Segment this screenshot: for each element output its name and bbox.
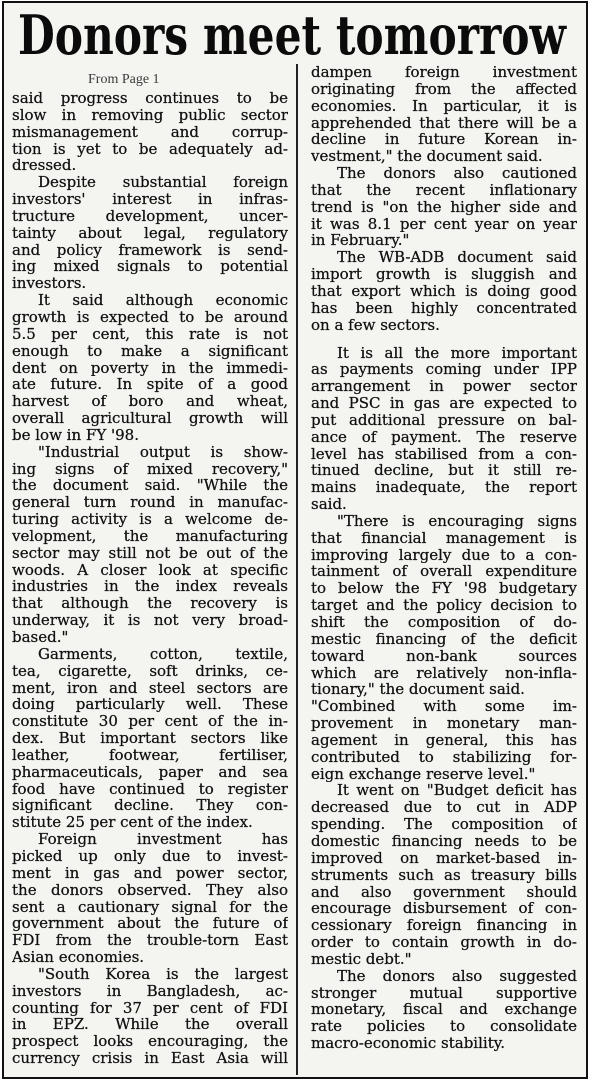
text-line xyxy=(311,867,577,884)
text-line-content: that export which is doing good xyxy=(311,282,577,300)
text-line-content: food have continued to register xyxy=(12,780,288,798)
text-line xyxy=(12,595,288,612)
article-paragraph xyxy=(12,90,288,174)
text-line-content: woods. A closer look at specific xyxy=(12,561,288,579)
text-line xyxy=(311,850,577,867)
text-line xyxy=(311,361,577,378)
text-line-content: ate future. In spite of a good xyxy=(12,376,288,394)
text-line-content: which are relatively non-infla- xyxy=(311,664,577,682)
text-line-content: arrangement in power sector xyxy=(311,378,577,396)
text-line xyxy=(12,882,288,899)
text-line-content: investors. xyxy=(12,275,87,293)
text-line-content: turing activity is a welcome de- xyxy=(12,511,288,528)
text-line xyxy=(12,157,288,174)
text-line xyxy=(311,266,577,283)
article-paragraph xyxy=(12,646,288,831)
text-line xyxy=(311,513,577,530)
text-line-content: prospect looks encouraging, the xyxy=(12,1033,288,1051)
text-line-content: that the recent inflationary xyxy=(311,181,577,199)
article-paragraph xyxy=(311,513,577,698)
text-line-content: dressed. xyxy=(12,157,77,175)
text-line-content: that financial management is xyxy=(311,529,577,547)
text-line-content: underway, it is not very broad- xyxy=(12,612,288,629)
text-line-content: pharmaceuticals, paper and sea xyxy=(12,763,288,781)
text-line xyxy=(12,831,288,848)
text-line xyxy=(311,64,577,81)
text-line xyxy=(311,165,577,182)
text-line-content: 5.5 per cent, this rate is not xyxy=(12,325,288,343)
text-line-content: The WB-ADB document said xyxy=(337,249,577,267)
text-line xyxy=(311,115,577,132)
text-line-content: tinued decline, but it still re- xyxy=(311,462,577,480)
text-line-content: harvest of boro and wheat, xyxy=(12,393,288,411)
text-line-content: in February." xyxy=(311,232,410,250)
text-line-content: struments such as treasury bills xyxy=(311,866,577,884)
text-line xyxy=(311,580,577,597)
text-line-content: economies. In particular, it is xyxy=(311,97,577,115)
text-line-content: ing signs of mixed recovery," xyxy=(12,460,288,478)
text-line xyxy=(311,317,577,334)
text-line-content: improved on market-based in- xyxy=(311,849,577,867)
text-line xyxy=(311,1035,577,1052)
text-line-content: Foreign investment has xyxy=(38,831,288,848)
left-column xyxy=(12,69,288,1067)
text-line xyxy=(12,562,288,579)
text-line xyxy=(311,81,577,98)
text-line-content: agement in general, this has xyxy=(311,731,577,749)
newspaper-clipping xyxy=(2,1,588,1079)
text-line-content: shift the composition of do- xyxy=(311,614,577,631)
text-line xyxy=(12,545,288,562)
headline-text: Donors meet tomorrow xyxy=(18,6,566,64)
jump-line: From Page 1 xyxy=(88,72,160,87)
text-line xyxy=(12,865,288,882)
text-line xyxy=(12,494,288,511)
text-line-content: to below the FY '98 budgetary xyxy=(311,580,577,598)
text-line xyxy=(12,427,288,444)
text-line xyxy=(12,174,288,191)
text-line-content: counting for 37 per cent of FDI xyxy=(12,999,288,1017)
text-line xyxy=(311,951,577,968)
text-line-content: picked up only due to invest- xyxy=(12,847,288,865)
text-line xyxy=(311,732,577,749)
text-line xyxy=(12,797,288,814)
text-line-content: general turn round in manufac- xyxy=(12,494,288,512)
text-line-content: industries in the index reveals xyxy=(12,578,288,596)
article-paragraph xyxy=(12,966,288,1067)
text-line xyxy=(311,98,577,115)
text-line xyxy=(311,715,577,732)
text-line-content: stitute 25 per cent of the index. xyxy=(12,814,253,832)
text-line xyxy=(12,932,288,949)
text-line xyxy=(12,629,288,646)
text-line-content: put additional pressure on bal- xyxy=(311,411,577,429)
text-line xyxy=(311,283,577,300)
text-line xyxy=(311,249,577,266)
text-line-content: macro-economic stability. xyxy=(311,1035,505,1052)
text-line xyxy=(311,462,577,479)
text-line-content: be low in FY '98. xyxy=(12,426,139,444)
text-line-content: The donors also suggested xyxy=(337,967,577,985)
text-line xyxy=(311,216,577,233)
text-line-content: the donors observed. They also xyxy=(12,881,288,899)
text-line-content: sector may still not be out of the xyxy=(12,544,288,562)
text-line xyxy=(12,477,288,494)
text-line-content: target and the policy decision to xyxy=(311,597,577,614)
text-line-content: ment in gas and power sector, xyxy=(12,864,288,882)
text-line-content: slow in removing public sector xyxy=(12,106,288,124)
text-line xyxy=(12,275,288,292)
text-line-content: and also government should xyxy=(311,883,577,901)
text-line xyxy=(311,182,577,199)
article-paragraph xyxy=(311,249,577,333)
text-line xyxy=(12,730,288,747)
text-line xyxy=(311,782,577,799)
text-line xyxy=(12,292,288,309)
text-line xyxy=(12,1016,288,1033)
text-line-content: and PSC in gas are expected to xyxy=(311,395,577,412)
text-line-content: monetary, fiscal and exchange xyxy=(311,1001,577,1019)
article-paragraph xyxy=(12,831,288,966)
article-paragraph xyxy=(12,174,288,292)
text-line-content: growth is expected to be around xyxy=(12,308,288,326)
text-line xyxy=(311,345,577,362)
text-line-content: provement in monetary man- xyxy=(311,715,577,732)
text-line xyxy=(311,766,577,783)
text-line xyxy=(12,326,288,343)
text-line-content: ing mixed signals to potential xyxy=(12,258,288,276)
text-line xyxy=(311,395,577,412)
text-line-content: that although the recovery is xyxy=(12,595,288,613)
headline xyxy=(18,6,570,64)
text-line xyxy=(12,393,288,410)
text-line xyxy=(12,848,288,865)
text-line-content: velopment, the manufacturing xyxy=(12,527,288,545)
article-paragraph xyxy=(311,968,577,1052)
text-line xyxy=(12,208,288,225)
text-line xyxy=(311,530,577,547)
text-line-content: significant decline. They con- xyxy=(12,797,288,815)
text-line xyxy=(311,1018,577,1035)
text-line-content: toward non-bank sources xyxy=(311,647,577,665)
text-line xyxy=(311,412,577,429)
text-line-content: It said although economic xyxy=(38,292,288,309)
text-line-content: sent a cautionary signal for the xyxy=(12,898,288,916)
text-line-content: dent on poverty in the immedi- xyxy=(12,359,288,377)
text-line xyxy=(12,191,288,208)
article-paragraph xyxy=(12,444,288,646)
text-line xyxy=(12,814,288,831)
text-line-content: "South Korea is the largest xyxy=(38,965,288,983)
text-line-content: leather, footwear, fertiliser, xyxy=(12,746,288,764)
text-line xyxy=(311,900,577,917)
text-line-content: tructure development, uncer- xyxy=(12,207,288,225)
text-line xyxy=(12,360,288,377)
text-line xyxy=(311,614,577,631)
text-line xyxy=(311,446,577,463)
text-line xyxy=(12,444,288,461)
text-line xyxy=(12,646,288,663)
text-line-content: said. xyxy=(311,496,347,513)
text-line xyxy=(12,376,288,393)
text-line-content: order to contain growth in do- xyxy=(311,934,577,951)
text-line-content: apprehended that there will be a xyxy=(311,114,577,132)
text-line-content: said progress continues to be xyxy=(12,90,288,107)
text-line xyxy=(311,300,577,317)
text-line xyxy=(311,429,577,446)
text-line xyxy=(311,563,577,580)
text-line xyxy=(12,663,288,680)
text-line xyxy=(12,612,288,629)
text-line xyxy=(12,141,288,158)
text-line-content: import growth is sluggish and xyxy=(311,266,577,283)
text-line-content: tainment of overall expenditure xyxy=(311,563,577,581)
text-line-content: mestic financing of the deficit xyxy=(311,630,577,648)
text-line-content: The donors also cautioned xyxy=(337,165,577,182)
text-line xyxy=(12,461,288,478)
text-line-content: domestic financing needs to be xyxy=(311,832,577,850)
text-line-content: mestic debt." xyxy=(311,950,412,968)
text-line xyxy=(12,696,288,713)
text-line-content: the document said. "While the xyxy=(12,477,288,495)
article-paragraph xyxy=(311,782,577,967)
text-line xyxy=(12,983,288,1000)
text-line xyxy=(12,90,288,107)
text-line-content: level has stabilised from a con- xyxy=(311,445,577,463)
text-line-content: on a few sectors. xyxy=(311,316,440,334)
text-line xyxy=(12,764,288,781)
text-line xyxy=(12,258,288,275)
text-line-content: dex. But important sectors like xyxy=(12,730,288,747)
text-line xyxy=(311,631,577,648)
article-paragraph xyxy=(311,64,577,165)
text-line xyxy=(12,511,288,528)
text-line-content: enough to make a significant xyxy=(12,342,288,360)
text-line xyxy=(12,1000,288,1017)
text-line xyxy=(311,917,577,934)
text-line-content: cessionary foreign financing in xyxy=(311,917,577,935)
text-line xyxy=(12,1033,288,1050)
text-line-content: ance of payment. The reserve xyxy=(311,428,577,446)
text-line xyxy=(311,378,577,395)
text-line-content: Asian economies. xyxy=(12,949,145,966)
text-line-content: vestment," the document said. xyxy=(311,148,543,166)
text-line-content: in EPZ. While the overall xyxy=(12,1016,288,1034)
text-line-content: and policy framework is send- xyxy=(12,241,288,259)
text-line-content: tea, cigarette, soft drinks, ce- xyxy=(12,662,288,680)
text-line-content: tionary," the document said. xyxy=(311,681,525,699)
text-line xyxy=(12,242,288,259)
text-line-content: tainty about legal, regulatory xyxy=(12,224,288,242)
text-line-content: It is all the more important xyxy=(337,344,577,362)
text-line xyxy=(12,578,288,595)
text-line-content: constitute 30 per cent of the in- xyxy=(12,713,288,731)
text-line xyxy=(311,749,577,766)
text-line xyxy=(311,232,577,249)
text-line xyxy=(12,225,288,242)
text-line-content: dampen foreign investment xyxy=(311,64,577,81)
text-line-content: Despite substantial foreign xyxy=(38,174,288,192)
text-line-content: currency crisis in East Asia will xyxy=(12,1050,288,1067)
text-line-content: "Industrial output is show- xyxy=(38,443,288,461)
text-line-content: doing particularly well. These xyxy=(12,696,288,714)
article-paragraph xyxy=(311,165,577,249)
text-line xyxy=(311,799,577,816)
text-line-content: It went on "Budget deficit has xyxy=(337,782,577,800)
text-line-content: government about the future of xyxy=(12,915,288,933)
text-line xyxy=(311,648,577,665)
text-line xyxy=(12,107,288,124)
text-line-content: tion is yet to be adequately ad- xyxy=(12,140,288,158)
right-column xyxy=(311,64,577,1052)
text-line xyxy=(311,698,577,715)
text-line-content: has been highly concentrated xyxy=(311,299,577,317)
text-line xyxy=(311,148,577,165)
text-line-content: originating from the affected xyxy=(311,80,577,98)
text-line xyxy=(12,949,288,966)
text-line-content: as payments coming under IPP xyxy=(311,361,577,379)
text-line xyxy=(311,934,577,951)
text-line-content: mains inadequate, the report xyxy=(311,479,577,497)
text-line xyxy=(12,680,288,697)
text-line xyxy=(12,747,288,764)
text-line-content: stronger mutual supportive xyxy=(311,984,577,1002)
text-line xyxy=(311,479,577,496)
text-line xyxy=(311,547,577,564)
text-line-content: mismanagement and corrup- xyxy=(12,123,288,141)
text-line xyxy=(311,985,577,1002)
article-paragraph xyxy=(12,292,288,444)
text-line xyxy=(12,713,288,730)
text-line xyxy=(311,496,577,513)
text-line xyxy=(311,833,577,850)
text-line xyxy=(12,1050,288,1067)
text-line-content: spending. The composition of xyxy=(311,816,577,833)
text-line-content: "Combined with some im- xyxy=(311,698,577,716)
text-line-content: eign exchange reserve level." xyxy=(311,765,536,783)
text-line xyxy=(12,899,288,916)
text-line xyxy=(311,665,577,682)
text-line xyxy=(12,410,288,427)
column-rule xyxy=(296,64,298,1075)
text-line-content: contributed to stabilizing for- xyxy=(311,748,577,766)
text-line-content: investors' interest in infras- xyxy=(12,191,288,208)
text-line-content: overall agricultural growth will xyxy=(12,410,288,427)
text-line xyxy=(12,528,288,545)
text-line-content: improving largely due to a con- xyxy=(311,546,577,564)
text-line-content: trend is "on the higher side and xyxy=(311,198,577,216)
text-line xyxy=(311,816,577,833)
text-line-content: investors in Bangladesh, ac- xyxy=(12,982,288,1000)
text-line xyxy=(311,131,577,148)
text-line xyxy=(311,681,577,698)
text-line-content: ment, iron and steel sectors are xyxy=(12,679,288,697)
text-line-content: encourage disbursement of con- xyxy=(311,900,577,918)
text-line xyxy=(12,309,288,326)
text-line-content: based." xyxy=(12,629,69,646)
text-line xyxy=(12,343,288,360)
text-line-content: decreased due to cut in ADP xyxy=(311,799,577,817)
text-line-content: rate policies to consolidate xyxy=(311,1018,577,1036)
text-line xyxy=(311,597,577,614)
text-line-content: FDI from the trouble-torn East xyxy=(12,932,288,950)
text-line xyxy=(311,884,577,901)
article-paragraph xyxy=(311,345,577,513)
text-line-content: it was 8.1 per cent year on year xyxy=(311,215,577,233)
text-line xyxy=(311,968,577,985)
text-line xyxy=(12,966,288,983)
article-paragraph xyxy=(311,698,577,782)
text-line xyxy=(12,781,288,798)
text-line xyxy=(311,1001,577,1018)
text-line-content: Garments, cotton, textile, xyxy=(38,645,288,663)
text-line xyxy=(12,124,288,141)
text-line-content: "There is encouraging signs xyxy=(337,512,577,530)
text-line xyxy=(311,199,577,216)
text-line-content: decline in future Korean in- xyxy=(311,131,577,149)
text-line xyxy=(12,915,288,932)
